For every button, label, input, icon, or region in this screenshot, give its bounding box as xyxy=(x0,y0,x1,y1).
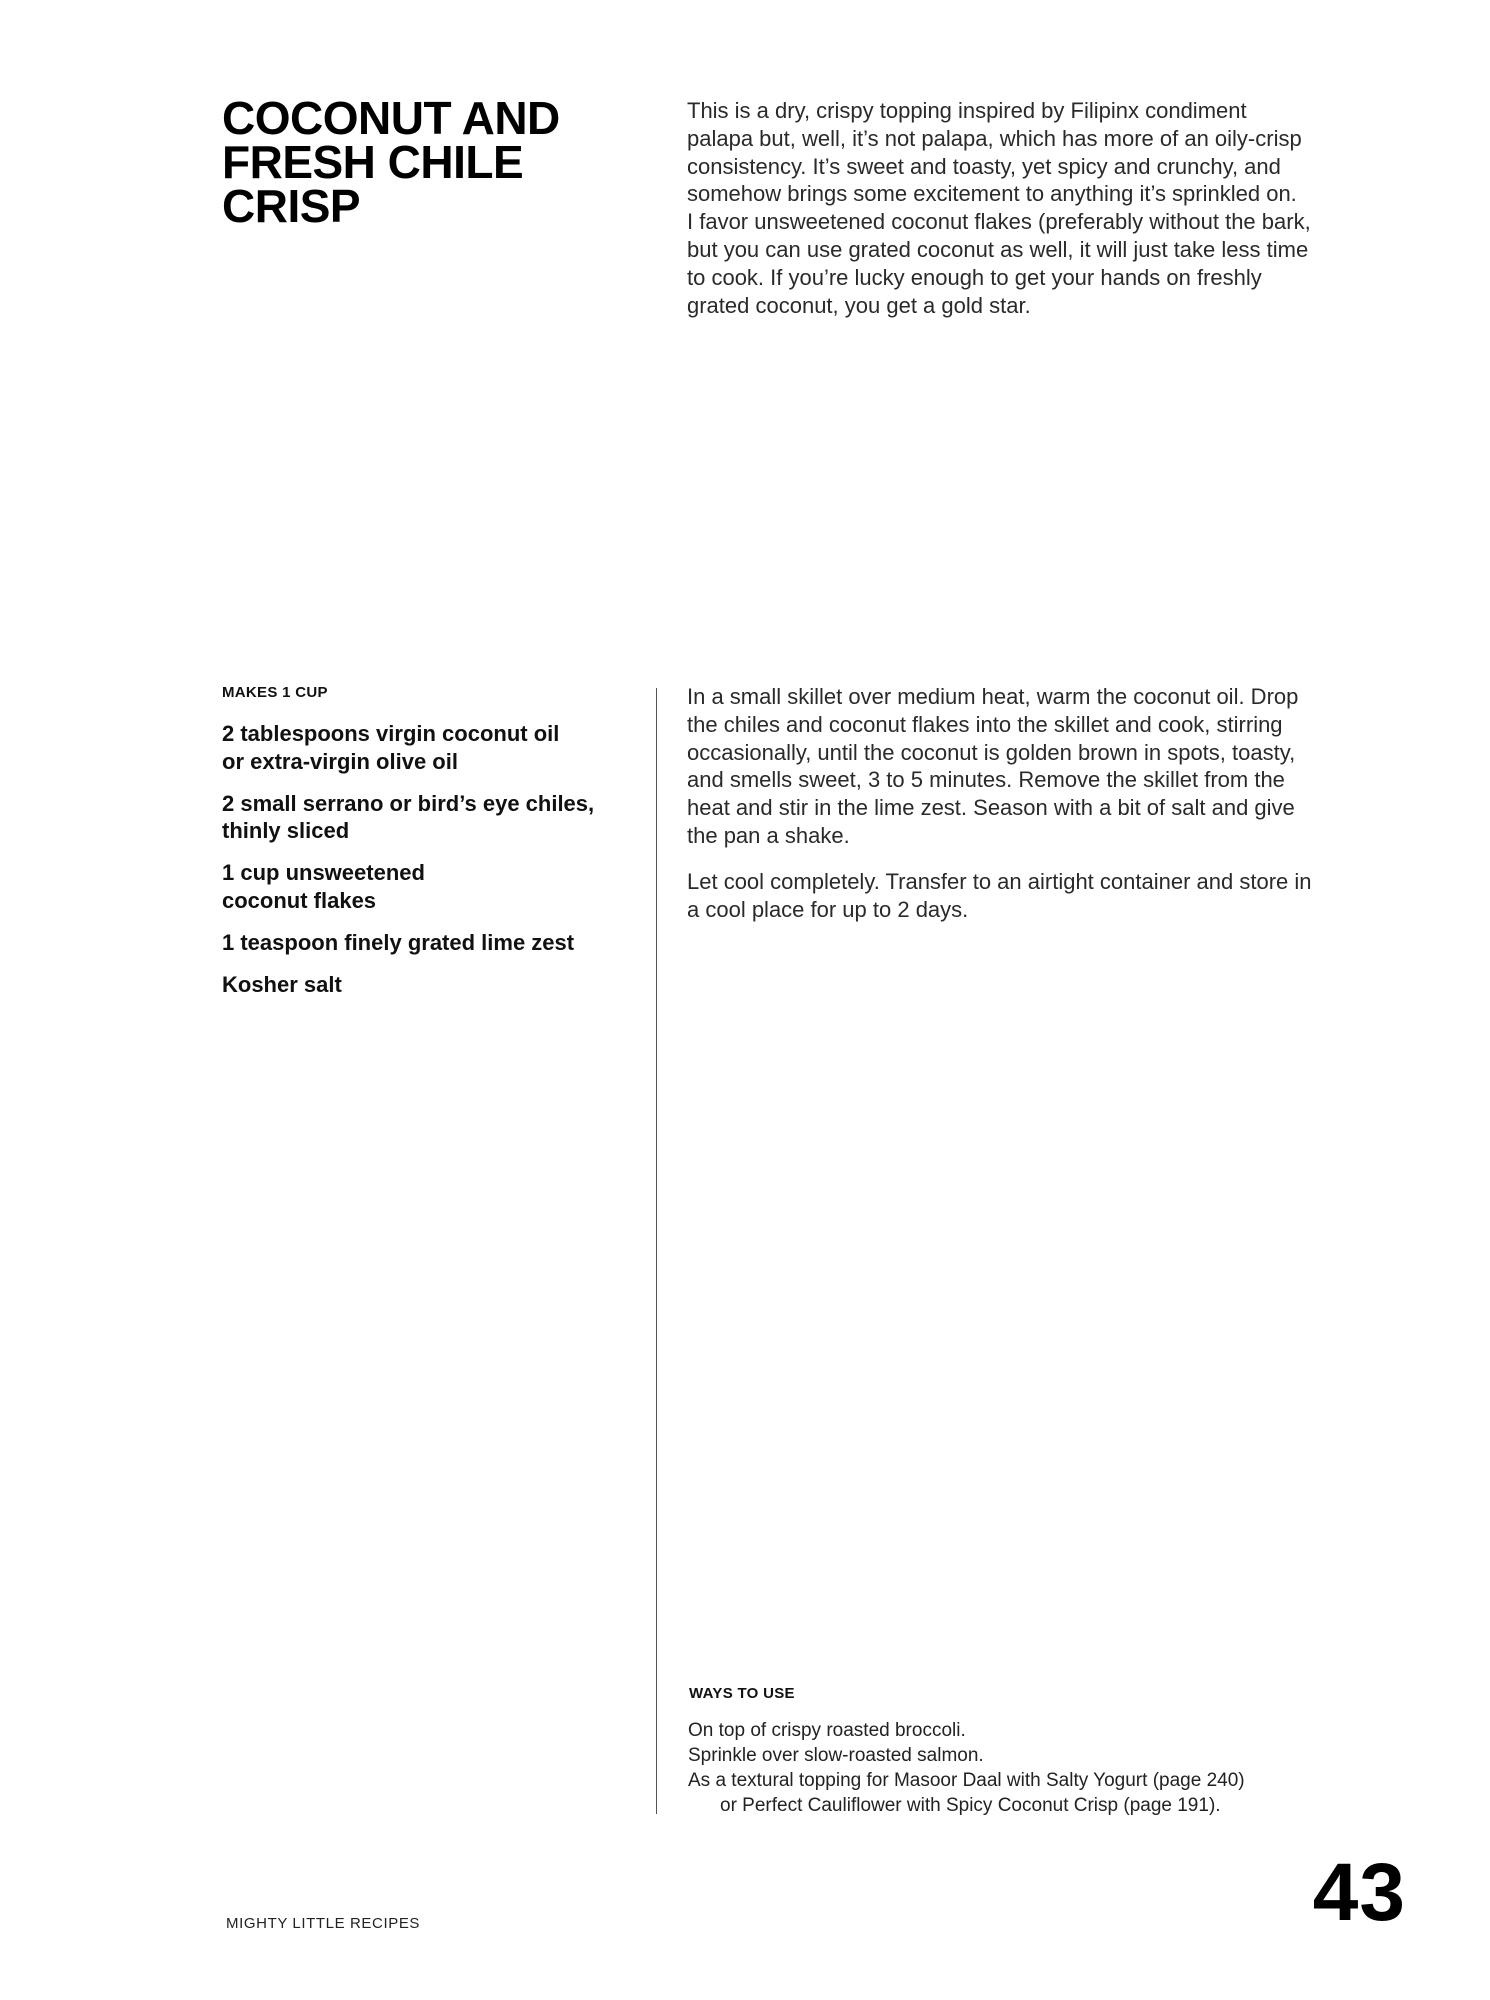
method-line: heat and stir in the lime zest. Season with a bit of salt and give xyxy=(687,795,1295,821)
page-number: 43 xyxy=(1312,1847,1406,1938)
intro-line: somehow brings some excitement to anything it’s sprinkled on. xyxy=(687,181,1297,207)
method-line: the chiles and coconut flakes into the skillet and cook, stirring xyxy=(687,711,1283,737)
ways-to-use-line: Sprinkle over slow-roasted salmon. xyxy=(688,1745,984,1766)
ways-to-use-line: On top of crispy roasted broccoli. xyxy=(688,1720,966,1741)
intro-line: palapa but, well, it’s not palapa, which has more of an oily-crisp xyxy=(687,125,1302,151)
ingredient-line: coconut flakes xyxy=(222,887,377,913)
ways-to-use-line: or Perfect Cauliflower with Spicy Coconut Crisp (page 191). xyxy=(720,1795,1221,1816)
ingredient-item xyxy=(222,859,642,915)
method-paragraph xyxy=(687,683,1355,850)
recipe-title xyxy=(222,92,642,232)
ingredient-line: 1 teaspoon finely grated lime zest xyxy=(222,929,575,955)
ingredient-line: 1 cup unsweetened xyxy=(222,860,425,886)
ingredient-list xyxy=(222,720,642,1012)
running-footer: MIGHTY LITTLE RECIPES xyxy=(226,1915,421,1932)
method-line: In a small skillet over medium heat, warm the coconut oil. Drop xyxy=(687,684,1299,709)
ways-to-use-heading: WAYS TO USE xyxy=(689,1685,795,1702)
intro-line: but you can use grated coconut as well, it will just take less time xyxy=(687,236,1309,262)
ingredient-item xyxy=(222,720,642,776)
ways-to-use-line: As a textural topping for Masoor Daal with Salty Yogurt (page 240) xyxy=(688,1770,1245,1791)
method-line: a cool place for up to 2 days. xyxy=(687,896,969,922)
ingredient-line: 2 tablespoons virgin coconut oil xyxy=(222,721,560,746)
method-line: occasionally, until the coconut is golden brown in spots, toasty, xyxy=(687,739,1296,765)
method-line: the pan a shake. xyxy=(687,822,850,848)
intro-line: grated coconut, you get a gold star. xyxy=(687,292,1031,318)
intro-line: consistency. It’s sweet and toasty, yet spicy and crunchy, and xyxy=(687,153,1281,179)
method-paragraph xyxy=(687,868,1355,924)
recipe-title-line: FRESH CHILE xyxy=(222,136,524,188)
ways-to-use-list xyxy=(688,1718,1388,1818)
column-divider xyxy=(656,688,657,1814)
intro-line: I favor unsweetened coconut flakes (preferably without the bark, xyxy=(687,209,1311,235)
method-line: and smells sweet, 3 to 5 minutes. Remove the skillet from the xyxy=(687,767,1285,793)
ingredient-line: thinly sliced xyxy=(222,818,350,844)
ingredient-item xyxy=(222,971,642,999)
recipe-yield: MAKES 1 CUP xyxy=(222,684,328,701)
recipe-title-line: CRISP xyxy=(222,180,361,232)
method-steps xyxy=(687,683,1355,941)
ingredient-line: or extra-virgin olive oil xyxy=(222,748,458,774)
ingredient-item xyxy=(222,790,642,846)
recipe-title-line: COCONUT AND xyxy=(222,92,560,144)
method-line: Let cool completely. Transfer to an airtight container and store in xyxy=(687,868,1312,894)
intro-line: to cook. If you’re lucky enough to get your hands on freshly xyxy=(687,264,1262,290)
recipe-intro xyxy=(687,97,1355,319)
ingredient-item xyxy=(222,929,642,957)
intro-line: This is a dry, crispy topping inspired by Filipinx condiment xyxy=(687,98,1247,123)
ingredient-line: 2 small serrano or bird’s eye chiles, xyxy=(222,790,595,816)
ingredient-line: Kosher salt xyxy=(222,971,342,997)
